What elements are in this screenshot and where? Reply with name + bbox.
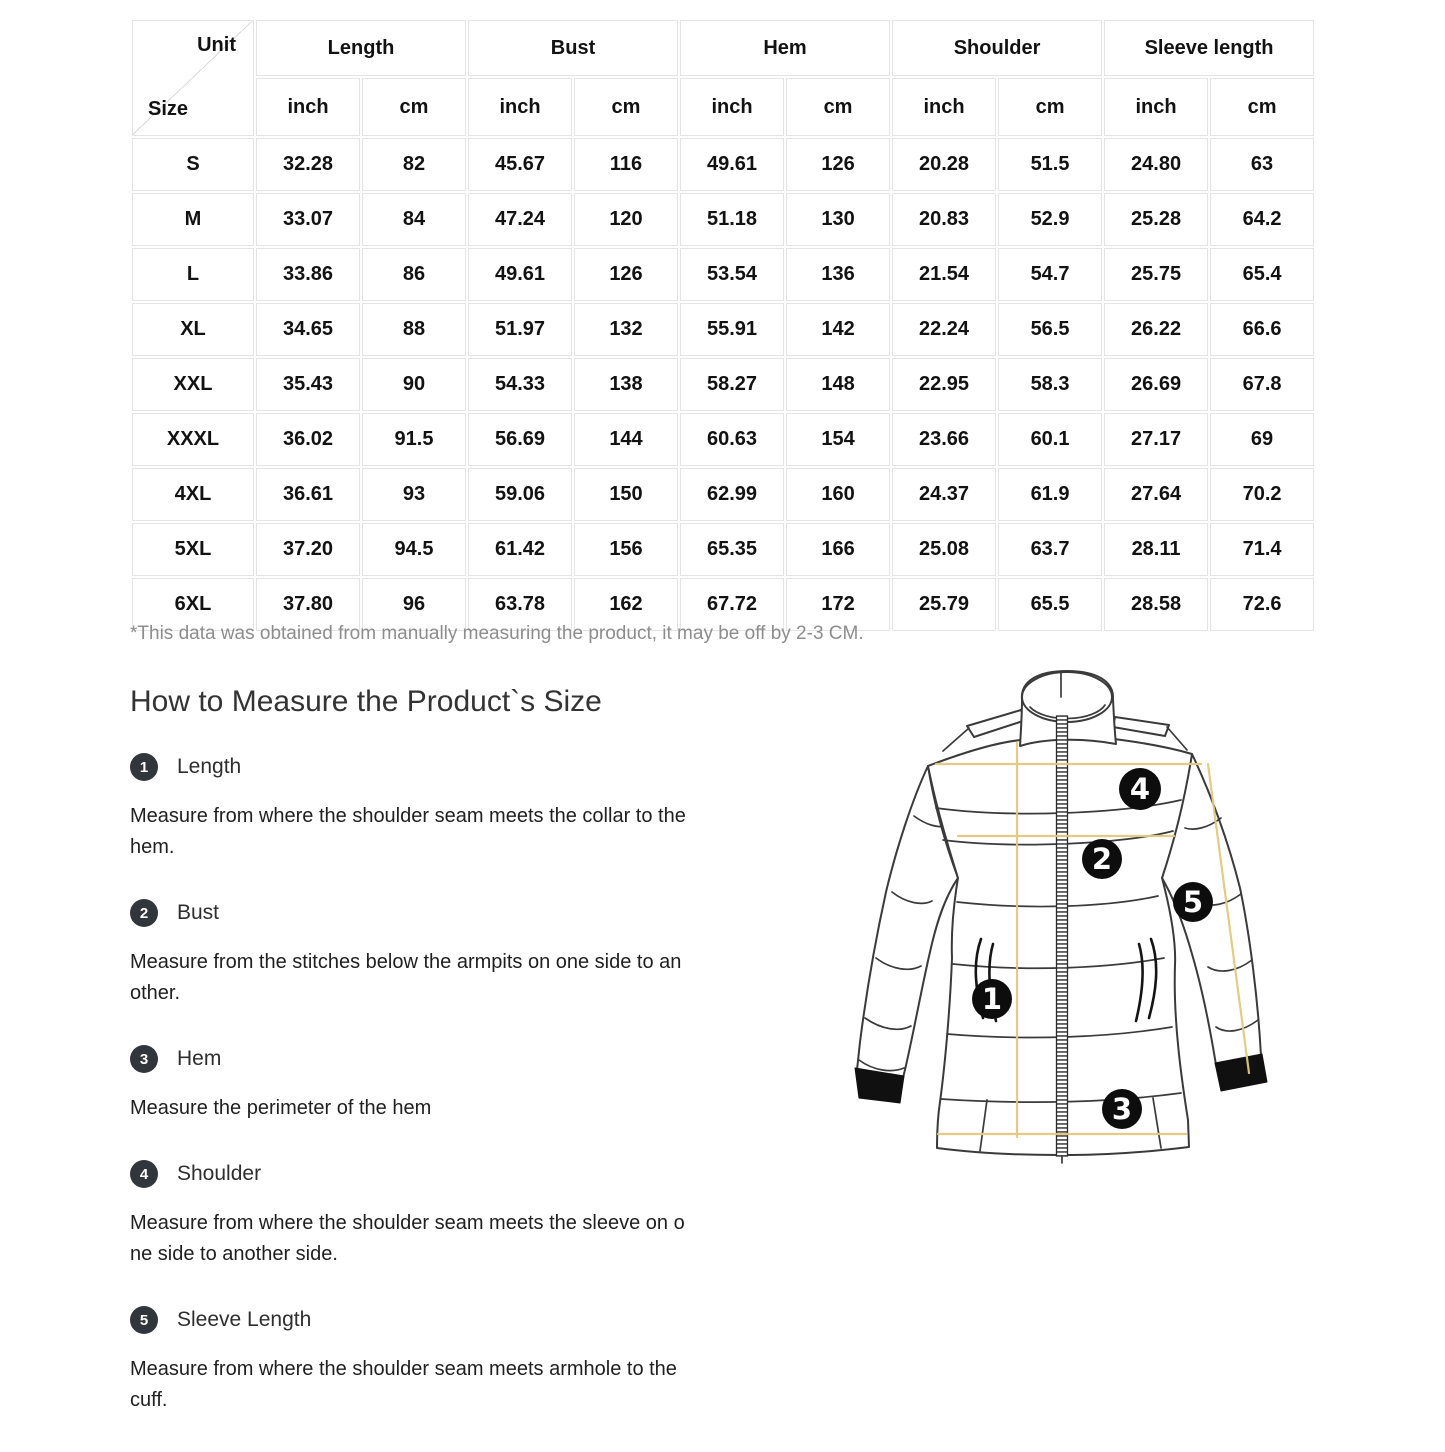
measurement-cell: 90 [362, 358, 466, 411]
measurement-cell: 25.79 [892, 578, 996, 631]
measurement-cell: 49.61 [468, 248, 572, 301]
size-cell: L [132, 248, 254, 301]
measurement-cell: 32.28 [256, 138, 360, 191]
measurement-cell: 51.18 [680, 193, 784, 246]
measurement-cell: 116 [574, 138, 678, 191]
measurement-cell: 132 [574, 303, 678, 356]
measurement-cell: 136 [786, 248, 890, 301]
measurement-cell: 61.42 [468, 523, 572, 576]
measure-steps-list [130, 753, 840, 1416]
measurement-cell: 63.7 [998, 523, 1102, 576]
measurement-cell: 91.5 [362, 413, 466, 466]
measurement-cell: 51.5 [998, 138, 1102, 191]
measurement-cell: 138 [574, 358, 678, 411]
measurement-cell: 172 [786, 578, 890, 631]
table-header-units-row [132, 78, 1314, 136]
step-desc-line: Measure the perimeter of the hem [130, 1097, 432, 1119]
measurement-cell: 51.97 [468, 303, 572, 356]
table-header-group-row [132, 20, 1314, 76]
measurement-cell: 26.69 [1104, 358, 1208, 411]
diagram-badge-5 [1173, 882, 1213, 922]
measurement-cell: 37.80 [256, 578, 360, 631]
measurement-cell: 33.07 [256, 193, 360, 246]
unit-header-bust-cm: cm [574, 78, 678, 136]
size-cell: XXL [132, 358, 254, 411]
measurement-cell: 61.9 [998, 468, 1102, 521]
measurement-cell: 60.1 [998, 413, 1102, 466]
size-cell: XL [132, 303, 254, 356]
measurement-cell: 72.6 [1210, 578, 1314, 631]
svg-text:4: 4 [1129, 772, 1151, 806]
step-description [130, 947, 840, 1009]
measurement-cell: 65.4 [1210, 248, 1314, 301]
step-label: Bust [177, 901, 220, 924]
table-row [132, 248, 1314, 301]
unit-header-bust-inch: inch [468, 78, 572, 136]
measurement-cell: 21.54 [892, 248, 996, 301]
measurement-cell: 66.6 [1210, 303, 1314, 356]
measurement-cell: 27.64 [1104, 468, 1208, 521]
measurement-cell: 37.20 [256, 523, 360, 576]
measurement-cell: 53.54 [680, 248, 784, 301]
measurement-cell: 142 [786, 303, 890, 356]
step-number-badge: 4 [130, 1160, 158, 1188]
measurement-cell: 84 [362, 193, 466, 246]
unit-header-sleeve-cm: cm [1210, 78, 1314, 136]
step-number-badge: 1 [130, 753, 158, 781]
svg-text:5: 5 [1182, 885, 1204, 919]
measurement-cell: 63.78 [468, 578, 572, 631]
measurement-cell: 54.33 [468, 358, 572, 411]
measurement-cell: 20.28 [892, 138, 996, 191]
step-number-badge: 2 [130, 899, 158, 927]
measurement-cell: 58.27 [680, 358, 784, 411]
table-row [132, 468, 1314, 521]
guide-title: How to Measure the Product`s Size [130, 685, 602, 718]
step-header [130, 899, 840, 927]
unit-header-shoulder-cm: cm [998, 78, 1102, 136]
measurement-cell: 62.99 [680, 468, 784, 521]
step-label: Shoulder [177, 1162, 262, 1185]
size-cell: 6XL [132, 578, 254, 631]
measurement-cell: 23.66 [892, 413, 996, 466]
measurement-cell: 56.69 [468, 413, 572, 466]
measurement-cell: 25.28 [1104, 193, 1208, 246]
step-description [130, 1208, 840, 1270]
jacket-zipper [1057, 716, 1068, 1163]
table-row [132, 193, 1314, 246]
measurement-cell: 45.67 [468, 138, 572, 191]
measurement-cell: 25.08 [892, 523, 996, 576]
measurement-cell: 71.4 [1210, 523, 1314, 576]
measurement-cell: 130 [786, 193, 890, 246]
table-footnote: *This data was obtained from manually measuring the product, it may be off by 2-3 CM. [130, 623, 864, 644]
measurement-cell: 160 [786, 468, 890, 521]
measurement-cell: 154 [786, 413, 890, 466]
measurement-cell: 88 [362, 303, 466, 356]
measurement-cell: 93 [362, 468, 466, 521]
step-header [130, 753, 840, 781]
column-group-shoulder: Shoulder [892, 20, 1102, 76]
diagram-badge-1 [972, 979, 1012, 1019]
table-row [132, 138, 1314, 191]
unit-header-length-inch: inch [256, 78, 360, 136]
measurement-cell: 27.17 [1104, 413, 1208, 466]
measurement-cell: 67.72 [680, 578, 784, 631]
measurement-cell: 60.63 [680, 413, 784, 466]
column-group-bust: Bust [468, 20, 678, 76]
step-label: Hem [177, 1047, 222, 1070]
measurement-cell: 162 [574, 578, 678, 631]
measurement-cell: 65.35 [680, 523, 784, 576]
measurement-cell: 24.37 [892, 468, 996, 521]
step-description [130, 1354, 840, 1416]
table-row [132, 303, 1314, 356]
corner-unit-label: Unit [197, 34, 236, 56]
measurement-cell: 82 [362, 138, 466, 191]
measurement-cell: 63 [1210, 138, 1314, 191]
size-table-body [132, 138, 1314, 631]
measurement-cell: 34.65 [256, 303, 360, 356]
unit-header-hem-inch: inch [680, 78, 784, 136]
measure-guide-section [130, 683, 840, 1452]
measurement-cell: 156 [574, 523, 678, 576]
step-desc-line: other. [130, 982, 181, 1004]
svg-text:3: 3 [1111, 1092, 1133, 1126]
measurement-cell: 59.06 [468, 468, 572, 521]
unit-header-length-cm: cm [362, 78, 466, 136]
step-desc-line: ne side to another side. [130, 1243, 338, 1265]
measurement-cell: 35.43 [256, 358, 360, 411]
step-description [130, 801, 840, 863]
step-label: Length [177, 755, 242, 778]
measurement-cell: 144 [574, 413, 678, 466]
measurement-cell: 65.5 [998, 578, 1102, 631]
table-row [132, 358, 1314, 411]
step-number-badge: 5 [130, 1306, 158, 1334]
size-chart-table [130, 18, 1316, 633]
size-cell: S [132, 138, 254, 191]
unit-header-shoulder-inch: inch [892, 78, 996, 136]
measurement-cell: 20.83 [892, 193, 996, 246]
column-group-length: Length [256, 20, 466, 76]
size-cell: XXXL [132, 413, 254, 466]
column-group-hem: Hem [680, 20, 890, 76]
step-desc-line: Measure from where the shoulder seam meets the collar to the [130, 805, 686, 827]
step-desc-line: cuff. [130, 1389, 168, 1411]
measurement-cell: 25.75 [1104, 248, 1208, 301]
svg-text:2: 2 [1091, 842, 1113, 876]
unit-header-sleeve-inch: inch [1104, 78, 1208, 136]
measurement-cell: 58.3 [998, 358, 1102, 411]
measurement-cell: 70.2 [1210, 468, 1314, 521]
measurement-cell: 28.58 [1104, 578, 1208, 631]
measurement-cell: 148 [786, 358, 890, 411]
measurement-cell: 47.24 [468, 193, 572, 246]
measurement-cell: 94.5 [362, 523, 466, 576]
measurement-cell: 67.8 [1210, 358, 1314, 411]
measurement-cell: 64.2 [1210, 193, 1314, 246]
measurement-cell: 22.24 [892, 303, 996, 356]
measurement-cell: 49.61 [680, 138, 784, 191]
jacket-measurement-diagram [840, 650, 1310, 1175]
measurement-cell: 22.95 [892, 358, 996, 411]
step-desc-line: hem. [130, 836, 175, 858]
measurement-cell: 126 [574, 248, 678, 301]
size-cell: M [132, 193, 254, 246]
table-row [132, 413, 1314, 466]
size-cell: 5XL [132, 523, 254, 576]
diagram-badge-4 [1119, 768, 1161, 810]
step-desc-line: Measure from where the shoulder seam meets the sleeve on o [130, 1212, 685, 1234]
measurement-cell: 36.61 [256, 468, 360, 521]
diagram-badge-2 [1082, 839, 1122, 879]
measurement-cell: 52.9 [998, 193, 1102, 246]
measurement-cell: 96 [362, 578, 466, 631]
step-header [130, 1045, 840, 1073]
size-cell: 4XL [132, 468, 254, 521]
corner-size-label: Size [148, 98, 189, 120]
step-header [130, 1306, 840, 1334]
table-row [132, 523, 1314, 576]
measurement-cell: 86 [362, 248, 466, 301]
step-header [130, 1160, 840, 1188]
measurement-cell: 69 [1210, 413, 1314, 466]
step-label: Sleeve Length [177, 1308, 312, 1331]
measurement-cell: 33.86 [256, 248, 360, 301]
measurement-cell: 26.22 [1104, 303, 1208, 356]
svg-text:1: 1 [981, 982, 1003, 1016]
corner-cell [132, 20, 254, 136]
step-desc-line: Measure from where the shoulder seam meets armhole to the [130, 1358, 677, 1380]
measurement-cell: 120 [574, 193, 678, 246]
measurement-cell: 56.5 [998, 303, 1102, 356]
measurement-cell: 54.7 [998, 248, 1102, 301]
measurement-cell: 150 [574, 468, 678, 521]
measurement-cell: 55.91 [680, 303, 784, 356]
step-description [130, 1093, 840, 1124]
diagram-badge-3 [1102, 1089, 1142, 1129]
measurement-cell: 28.11 [1104, 523, 1208, 576]
unit-header-hem-cm: cm [786, 78, 890, 136]
measurement-cell: 126 [786, 138, 890, 191]
column-group-sleeve-length: Sleeve length [1104, 20, 1314, 76]
step-number-badge: 3 [130, 1045, 158, 1073]
measurement-cell: 166 [786, 523, 890, 576]
measurement-cell: 36.02 [256, 413, 360, 466]
measurement-cell: 24.80 [1104, 138, 1208, 191]
step-desc-line: Measure from the stitches below the armpits on one side to an [130, 951, 682, 973]
